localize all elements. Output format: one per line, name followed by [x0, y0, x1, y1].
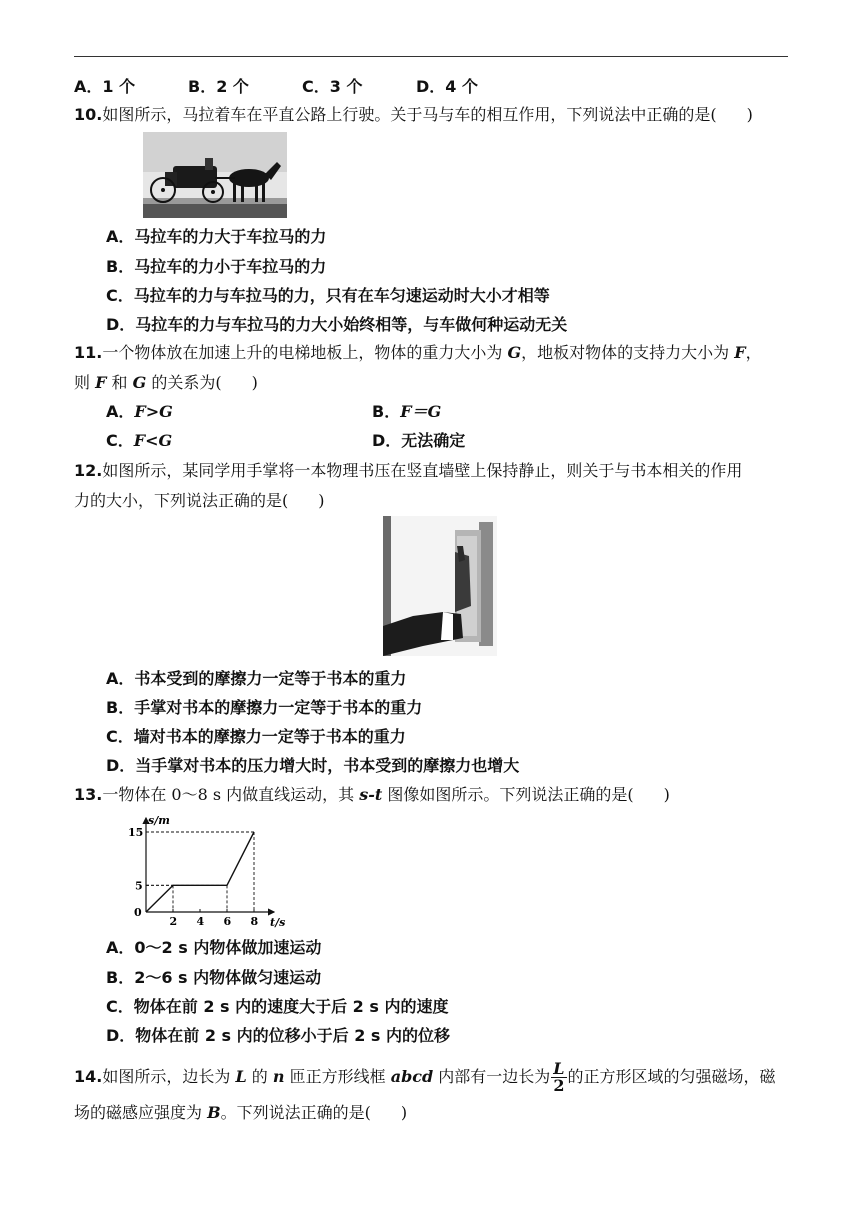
- option-label: A．: [106, 402, 135, 421]
- q14-stem-line2: [74, 1102, 407, 1124]
- option-text: F<G: [133, 431, 173, 450]
- variable-f: F: [734, 343, 746, 362]
- q12-option-a: A．书本受到的摩擦力一定等于书本的重力: [106, 669, 407, 688]
- q11-stem-line1: [74, 342, 762, 364]
- fraction-l-over-2: [551, 1061, 566, 1094]
- option-label: C．: [106, 431, 134, 450]
- q10-option-a: A．马拉车的力大于车拉马的力: [106, 227, 327, 246]
- question-text: 如图所示，马拉着车在平直公路上行驶。关于马与车的相互作用，下列说法中正确的是(: [102, 105, 717, 124]
- q12-stem-line1: [74, 460, 742, 482]
- paren-close: ): [746, 105, 753, 124]
- q9-option-d: D．4 个: [416, 77, 478, 96]
- q11-option-c: [106, 430, 172, 452]
- question-text: 的关系为(: [146, 373, 222, 392]
- question-text: 的: [246, 1067, 273, 1086]
- variable-st: s-t: [359, 785, 383, 804]
- x-tick-label: 4: [196, 915, 205, 928]
- fraction-numerator: L: [553, 1059, 565, 1078]
- x-tick-label: 6: [223, 915, 232, 928]
- q12-option-b: B．手掌对书本的摩擦力一定等于书本的重力: [106, 698, 423, 717]
- q10-option-b: B．马拉车的力小于车拉马的力: [106, 257, 327, 276]
- q13-option-b: B．2～6 s 内物体做匀速运动: [106, 968, 322, 987]
- question-text: 力的大小，下列说法正确的是(: [74, 491, 289, 510]
- st-graph-svg: [124, 812, 294, 930]
- y-tick-label: 15: [128, 826, 144, 839]
- question-number: 13.: [74, 785, 103, 804]
- question-text: 图像如图所示。下列说法正确的是(: [382, 785, 634, 804]
- question-number: 10.: [74, 105, 103, 124]
- variable-n: n: [272, 1067, 285, 1086]
- q10-option-d: D．马拉车的力与车拉马的力大小始终相等，与车做何种运动无关: [106, 315, 568, 334]
- q9-option-a: A．1 个: [74, 77, 136, 96]
- question-text: ，地板对物体的支持力大小为: [521, 343, 735, 362]
- q12-option-c: C．墙对书本的摩擦力一定等于书本的重力: [106, 727, 406, 746]
- q10-stem: [74, 104, 753, 126]
- question-number: 11.: [74, 343, 103, 362]
- question-text: 一个物体放在加速上升的电梯地板上，物体的重力大小为: [102, 343, 508, 362]
- paren-close: ): [663, 785, 670, 804]
- fraction-denominator: 2: [553, 1076, 565, 1095]
- origin-label: 0: [134, 906, 142, 919]
- question-text: 如图所示，边长为: [102, 1067, 236, 1086]
- variable-l: L: [235, 1067, 247, 1086]
- paren-close: ): [318, 491, 325, 510]
- question-text: ，: [745, 343, 762, 362]
- q11-option-d: [372, 430, 465, 452]
- q12-stem-line2: [74, 490, 325, 512]
- question-text: 匝正方形线框: [284, 1067, 391, 1086]
- series-line: [146, 832, 254, 912]
- q13-option-d: D．物体在前 2 s 内的位移小于后 2 s 内的位移: [106, 1026, 451, 1045]
- st-graph: [124, 812, 294, 930]
- paren-close: ): [400, 1103, 408, 1122]
- question-text: 的正方形区域的匀强磁场，磁: [567, 1067, 776, 1086]
- q13-option-a: A．0～2 s 内物体做加速运动: [106, 938, 322, 957]
- q9-option-c: C．3 个: [302, 77, 363, 96]
- option-text: 无法确定: [401, 431, 466, 450]
- question-number: 14.: [74, 1067, 103, 1086]
- x-axis-label: t/s: [270, 916, 286, 929]
- paren-close: ): [251, 373, 258, 392]
- q13-stem: [74, 784, 670, 806]
- option-label: B．: [372, 402, 401, 421]
- variable-f: F: [95, 373, 107, 392]
- question-text: 则: [74, 373, 96, 392]
- variable-b: B: [207, 1103, 221, 1122]
- option-label: D．: [372, 431, 402, 450]
- question-text: 一物体在 0～8 s 内做直线运动，其: [102, 785, 360, 804]
- x-tick-label: 8: [250, 915, 259, 928]
- q13-option-c: C．物体在前 2 s 内的速度大于后 2 s 内的速度: [106, 997, 449, 1016]
- y-axis-label: s/m: [148, 814, 170, 827]
- question-text: 。下列说法正确的是(: [220, 1103, 371, 1122]
- q11-option-b: [372, 401, 441, 423]
- y-tick-label: 5: [135, 879, 143, 893]
- question-text: 和: [106, 373, 133, 392]
- q11-option-a: [106, 401, 173, 423]
- option-text: F＝G: [400, 402, 442, 421]
- question-text: 内部有一边长为: [433, 1067, 551, 1086]
- question-text: 场的磁感应强度为: [74, 1103, 208, 1122]
- hand-pressing-book-photo: [383, 516, 497, 656]
- horse-carriage-photo: [143, 132, 287, 218]
- question-number: 12.: [74, 461, 103, 480]
- q14-stem-line1: [74, 1060, 776, 1094]
- variable-g: G: [132, 373, 147, 392]
- question-text: 如图所示，某同学用手掌将一本物理书压在竖直墙壁上保持静止，则关于与书本相关的作用: [102, 461, 743, 480]
- q9-option-b: B．2 个: [188, 77, 249, 96]
- variable-abcd: abcd: [390, 1067, 434, 1086]
- q12-option-d: D．当手掌对书本的压力增大时，书本受到的摩擦力也增大: [106, 756, 520, 775]
- header-rule: [74, 56, 788, 57]
- q10-option-c: C．马拉车的力与车拉马的力，只有在车匀速运动时大小才相等: [106, 286, 550, 305]
- x-tick-label: 2: [169, 915, 178, 928]
- variable-g: G: [507, 343, 522, 362]
- option-text: F>G: [134, 402, 173, 421]
- q11-stem-line2: [74, 372, 258, 394]
